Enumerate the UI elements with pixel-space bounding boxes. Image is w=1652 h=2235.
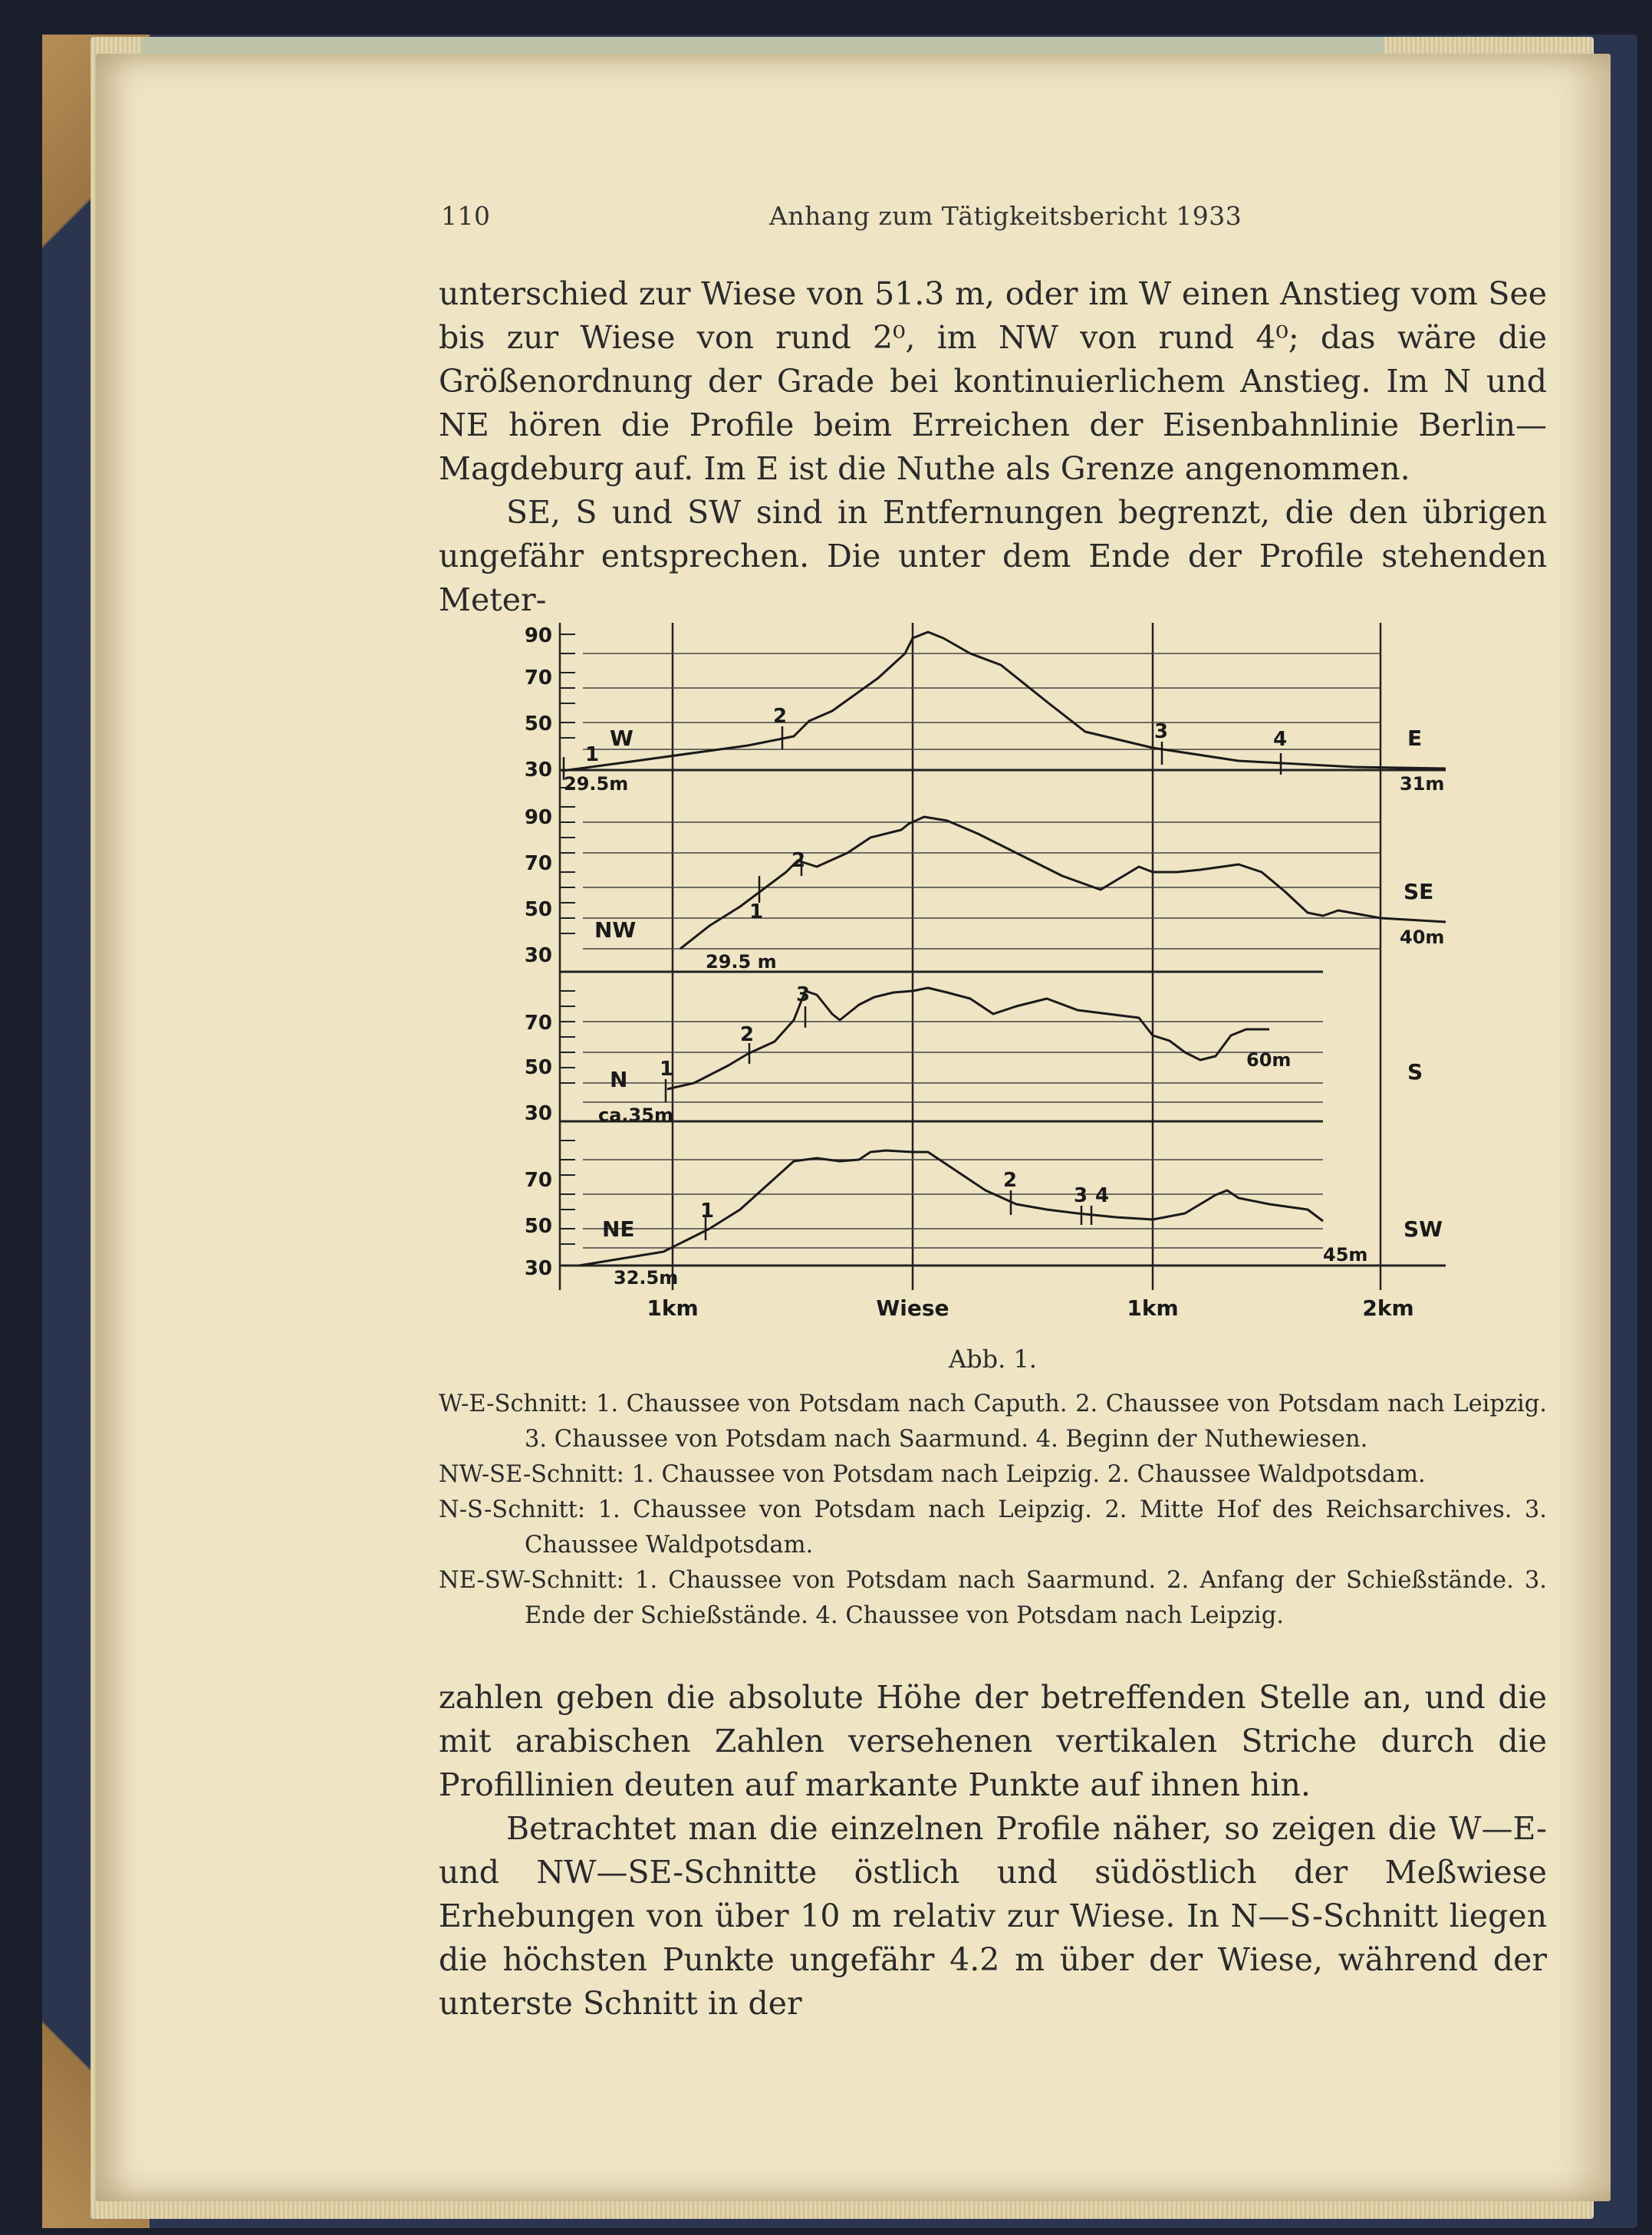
y-tick-label: 90 bbox=[524, 624, 552, 647]
end-height-label: 40m bbox=[1400, 927, 1445, 948]
end-height-label: 60m bbox=[1246, 1049, 1292, 1071]
y-tick-label: 50 bbox=[524, 898, 552, 921]
start-height-label: 29.5 m bbox=[706, 951, 777, 973]
marker-label: 3 bbox=[1074, 1184, 1088, 1207]
legend-entry: NE-SW-Schnitt: 1. Chaussee von Potsdam nach Saarmund. 2. Anfang der Schießstände. 3. Ende der Schießstände. 4. Chaussee von Potsdam nach Leipzig. bbox=[439, 1567, 1547, 1629]
marker-label: 4 bbox=[1273, 728, 1288, 751]
paragraph: unterschied zur Wiese von 51.3 m, oder im W einen Anstieg vom See bis zur Wiese von rund 2⁰, im NW von rund 4⁰; das wäre die Größenordnung der Grade bei kontinuierlichem Anstieg. Im N und NE hören die Profile beim Erreichen der Eisenbahnlinie Berlin—Magdeburg auf. Im E ist die Nuthe als Grenze angenommen. bbox=[439, 275, 1547, 487]
profile-line-nw-se bbox=[680, 817, 1446, 949]
direction-label-sw: SW bbox=[1404, 1216, 1443, 1242]
y-tick-label: 30 bbox=[524, 1257, 552, 1280]
marker-label: 1 bbox=[749, 900, 764, 923]
end-height-label: 45m bbox=[1323, 1244, 1368, 1266]
legend-entry: N-S-Schnitt: 1. Chaussee von Potsdam nach Leipzig. 2. Mitte Hof des Reichsarchives. 3. Chaussee Waldpotsdam. bbox=[439, 1496, 1547, 1559]
direction-label-n: N bbox=[610, 1067, 628, 1092]
direction-label-ne: NE bbox=[602, 1216, 635, 1242]
figure-legend bbox=[439, 1387, 1547, 1634]
marker-label: 2 bbox=[1003, 1169, 1018, 1192]
y-tick-label: 50 bbox=[524, 1215, 552, 1238]
y-tick-label: 50 bbox=[524, 1056, 552, 1079]
x-axis-label: Wiese bbox=[876, 1295, 949, 1321]
start-height-label: ca.35m bbox=[598, 1104, 673, 1126]
marker-label: 2 bbox=[740, 1023, 755, 1046]
direction-label-e: E bbox=[1407, 726, 1423, 751]
paragraph: Betrachtet man die einzelnen Profile näher, so zeigen die W—E- und NW—SE-Schnitte östlich und südöstlich der Meßwiese Erhebungen von über 10 m relativ zur Wiese. In N—S-Schnitt liegen die höchsten Punkte ungefähr 4.2 m über der Wiese, während der unterste Schnitt in der bbox=[439, 1810, 1547, 2022]
profile-line-w-e bbox=[562, 632, 1446, 771]
y-tick-label: 70 bbox=[524, 1169, 552, 1192]
marker-label: 1 bbox=[660, 1058, 674, 1081]
direction-label-se: SE bbox=[1404, 879, 1434, 904]
x-axis-label: 1km bbox=[1127, 1295, 1179, 1321]
figure-caption: Abb. 1. bbox=[949, 1345, 1037, 1374]
y-tick-label: 70 bbox=[524, 1012, 552, 1035]
y-tick-label: 30 bbox=[524, 944, 552, 967]
direction-label-s: S bbox=[1407, 1059, 1423, 1085]
paragraph: zahlen geben die absolute Höhe der betreffenden Stelle an, und die mit arabischen Zahlen versehenen vertikalen Striche durch die Profillinien deuten auf markante Punkte auf ihnen hin. bbox=[439, 1679, 1547, 1803]
end-height-label: 31m bbox=[1400, 773, 1445, 795]
y-tick-label: 90 bbox=[524, 806, 552, 829]
profile-line-n-s bbox=[667, 988, 1269, 1089]
marker-label: 2 bbox=[773, 705, 788, 728]
running-head-title: Anhang zum Tätigkeitsbericht 1933 bbox=[769, 201, 1242, 231]
y-tick-label: 70 bbox=[524, 667, 552, 690]
y-tick-label: 30 bbox=[524, 1102, 552, 1125]
marker-label: 2 bbox=[791, 849, 806, 872]
x-axis-label: 1km bbox=[647, 1295, 699, 1321]
elevation-profile-figure bbox=[510, 623, 1473, 1327]
page-number: 110 bbox=[441, 201, 491, 231]
legend-entry: W-E-Schnitt: 1. Chaussee von Potsdam nach Caputh. 2. Chaussee von Potsdam nach Leipzig. 3. Chaussee von Potsdam nach Saarmund. 4. Beginn der Nuthewiesen. bbox=[439, 1391, 1547, 1453]
start-height-label: 32.5m bbox=[614, 1267, 679, 1289]
y-tick-label: 50 bbox=[524, 713, 552, 736]
start-height-label: 29.5m bbox=[564, 773, 629, 795]
legend-entry: NW-SE-Schnitt: 1. Chaussee von Potsdam nach Leipzig. 2. Chaussee Waldpotsdam. bbox=[439, 1461, 1426, 1488]
body-text-bottom bbox=[439, 1676, 1547, 2026]
direction-label-w: W bbox=[610, 726, 633, 751]
body-text-top bbox=[439, 272, 1547, 622]
marker-label: 1 bbox=[700, 1200, 715, 1223]
direction-label-nw: NW bbox=[594, 917, 637, 943]
y-tick-label: 70 bbox=[524, 852, 552, 875]
paragraph: SE, S und SW sind in Entfernungen begrenzt, die den übrigen ungefähr entsprechen. Die unter dem Ende der Profile stehenden Meter- bbox=[439, 494, 1547, 618]
y-tick-label: 30 bbox=[524, 759, 552, 782]
marker-label: 3 bbox=[1154, 720, 1169, 743]
marker-label: 1 bbox=[585, 743, 600, 766]
marker-label: 3 bbox=[796, 983, 811, 1006]
marker-label: 4 bbox=[1095, 1184, 1110, 1207]
x-axis-label: 2km bbox=[1362, 1295, 1414, 1321]
